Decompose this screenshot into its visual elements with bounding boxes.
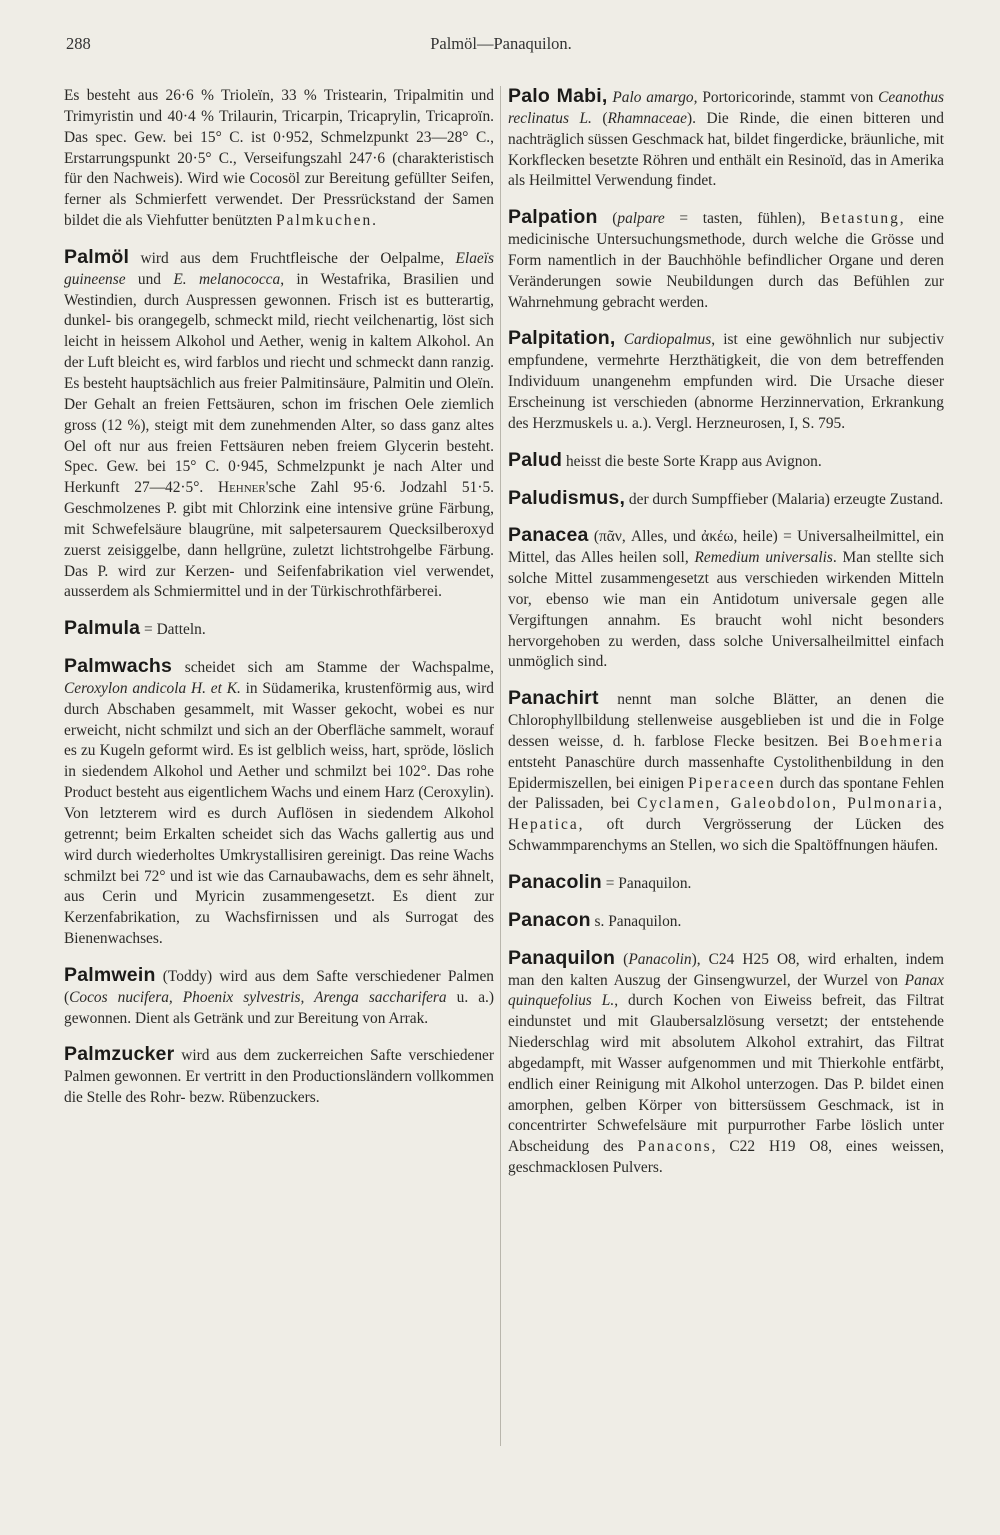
headword-paludismus: Paludismus, xyxy=(508,486,626,509)
entry-palpitation xyxy=(508,328,944,434)
entry-text: ), C24 H25 O8, wird erhalten, indem man den kalten Auszug der Ginsengwurzel, der Wurzel von xyxy=(508,950,944,989)
term-panacons: Panacons xyxy=(637,1138,712,1156)
latin-name: Panacolin xyxy=(628,950,692,968)
entry-text: oft durch Vergrösserung der Lücken des Schwammparenchyms an Stellen, wo sich die Spaltöffnungen häufen. xyxy=(508,816,944,855)
entry-text: 'sche Zahl 95·6. Jodzahl 51·5. Geschmolzenes P. gibt mit Chlorzink eine intensive grüne Färbung, mit Schwefelsäure blaugrüne, mit salpetersaurem Quecksilberoxyd zuerst zeisiggelbe, dann hellgrüne, zuletzt lichtstrohgelbe Färbung. Das P. wird zur Kerzen- und Seifenfabrikation viel verwendet, ausserdem als Schmiermittel und in der Türkischrothfärberei. xyxy=(64,479,494,601)
author-name: Hehner xyxy=(217,479,266,497)
entry-text: heisst die beste Sorte Krapp aus Avignon. xyxy=(562,452,822,470)
headword-palmula: Palmula xyxy=(64,617,141,640)
headword-palpation: Palpation xyxy=(508,206,598,229)
entry-text: (πᾶν, Alles, und ἀκέω, heile) = Universalheilmittel, ein Mittel, das Alles heilen soll, xyxy=(508,528,944,567)
right-column xyxy=(508,86,944,1179)
latin-name: Panax quinquefolius L. xyxy=(508,971,944,1010)
headword-palo-mabi: Palo Mabi, xyxy=(508,85,608,107)
entry-text: , in Westafrika, Brasilien und Westindien, durch Auspressen gewonnen. Frisch ist es butterartig, dunkel- bis orangegelb, schmeckt mild, riecht veilchenartig, löst sich leicht in heissem Alkohol und Aether, wenig in kaltem Alkohol. An der Luft bleicht es, wird farblos und riecht und schmeckt dann ranzig. Es besteht hauptsächlich aus freier Palmitinsäure, Palmitin und Oleïn. Der Gehalt an freien Fettsäuren, schon im frischen Oele ziemlich gross (12 %), steigt mit dem zunehmenden Alter, so dass ganz altes Oel oft nur aus freien Fettsäuren neben freiem Glycerin besteht. Spec. Gew. bei 15° C. 0·945, Schmelzpunkt je nach Alter und Herkunft 27—42·5°. xyxy=(64,270,494,497)
headword-panacolin: Panacolin xyxy=(508,871,602,893)
entry-text: = tasten, fühlen), xyxy=(664,210,821,228)
headword-palpitation: Palpitation, xyxy=(508,327,616,350)
term-genera: Cyclamen, Galeobdolon, Pulmonaria, Hepatica, xyxy=(508,795,945,834)
latin-name: Ceroxylon andicola H. et K. xyxy=(64,679,241,697)
entry-palmula xyxy=(64,618,494,641)
entry-panacolin xyxy=(508,872,944,895)
headword-palmwein: Palmwein xyxy=(64,963,156,986)
entry-palmwachs xyxy=(64,656,494,950)
entry-palmkernoel-continued xyxy=(64,86,494,232)
term-piperaceen: Piperaceen xyxy=(688,774,776,792)
entry-panacea xyxy=(508,525,944,673)
term-boehmeria: Boehmeria xyxy=(858,732,944,750)
column-rule xyxy=(500,86,501,1446)
entry-text: = Panaquilon. xyxy=(601,875,692,892)
headword-panacea: Panacea xyxy=(508,524,589,547)
entry-text: und xyxy=(125,270,174,288)
latin-name: Elaeïs guineense xyxy=(64,249,494,288)
headword-panacon: Panacon xyxy=(508,908,591,931)
headword-palmwachs: Palmwachs xyxy=(64,655,173,678)
latin-name: Cocos nucifera, Phoenix sylvestris, Arenga saccharifera xyxy=(69,988,447,1006)
latin-name: Rhamnaceae xyxy=(607,109,688,127)
entry-text: in Südamerika, krustenförmig aus, wird durch Abschaben gesammelt, mit Wasser gekocht, wobei es nur erweicht, nicht schmilzt und sich an der Oberfläche sammelt, worauf es zu Kugeln geformt wird. Es ist gelblich weiss, hart, spröde, löslich in siedendem Alkohol und Aether und schmilzt bei 102°. Das rohe Product besteht aus eigentlichem Wachs und einem Harz (Ceroxylin). Von letzterem wird es durch Auflösen in siedendem Alkohol getrennt; beim Erkalten scheidet sich das Wachs gallertig aus und wird durch wiederholtes Umkrystallisiren gereinigt. Das reine Wachs schmilzt bei 72° und ist wie das Carnaubawachs, dem es sehr ähnelt, aus Cerin und Myricin zusammengesetzt. Es dient zur Kerzenfabrikation, zu Wachsfirnissen und als Surrogat des Bienenwachses. xyxy=(64,679,494,948)
headword-panaquilon: Panaquilon xyxy=(508,946,616,969)
entry-text: , durch Kochen von Eiweiss befreit, das Filtrat eindunstet und mit Glaubersalzlösung versetzt; der entstehende Niederschlag wird mit absolutem Alkohol extrahirt, das Filtrat abgedampft, mit Wasser aufgenommen und mit Thierkohle entfärbt, endlich einer Reinigung mit Alkohol unterzogen. Das P. bildet einen amorphen, gelben Körper von bittersüssem Geschmack, ist in concentrirter Schwefelsäure mit purpurrother Farbe löslich unter Abscheidung des xyxy=(508,992,945,1156)
latin-name: palpare xyxy=(617,210,665,228)
entry-text: Es besteht aus 26·6 % Trioleïn, 33 % Tristearin, Tripalmitin und Trimyristin und 40·4 % Trilaurin, Tricarpin, Tricaprylin, Tricaproïn. Das spec. Gew. bei 15° C. ist 0·952, Schmelzpunkt 23—28° C., Erstarrungspunkt 20·5° C., Verseifungszahl 247·6 (charakteristisch für den Nachweis). Wird wie Cocosöl zur Bereitung gefüllter Seifen, ferner als Schmierfett verwendet. Der Pressrückstand der Samen bildet die als Viehfutter benützten xyxy=(64,87,494,230)
entry-panaquilon xyxy=(508,948,944,1179)
term-betastung: Betastung xyxy=(820,210,900,228)
latin-name: Cardiopalmus xyxy=(623,331,712,349)
entry-text: = Datteln. xyxy=(140,621,206,639)
headword-panachirt: Panachirt xyxy=(508,687,599,710)
entry-text: s. Panaquilon. xyxy=(590,912,682,930)
headword-palmzucker: Palmzucker xyxy=(64,1043,175,1066)
left-column xyxy=(64,86,494,1109)
entry-text: durch das spontane Fehlen der Palissaden, bei xyxy=(508,774,945,813)
entry-palo-mabi xyxy=(508,86,944,192)
entry-text: , ist eine gewöhnlich nur subjectiv empfundene, vermehrte Herzthätigkeit, die von dem betreffenden Individuum unangenehm empfunden wird. Die Ursache dieser Erscheinung ist verschieden (abnorme Herzinnervation, Erkrankung des Herzmuskels u. a.). Vergl. Herzneurosen, I, S. 795. xyxy=(508,331,944,432)
entry-panacon xyxy=(508,910,944,933)
headword-palud: Palud xyxy=(508,448,563,471)
entry-text: nennt man solche Blätter, an denen die Chlorophyllbildung stellenweise ausgeblieben ist und die in Folge dessen weisse, d. h. farblose Flecke besitzen. Bei xyxy=(508,691,944,750)
entry-palud xyxy=(508,450,944,473)
latin-name: Ceanothus reclinatus L. xyxy=(508,89,945,127)
entry-panachirt xyxy=(508,688,944,857)
latin-name: E. melanococca xyxy=(173,270,281,288)
entry-text: u. a.) gewonnen. Dient als Getränk und zur Bereitung von Arrak. xyxy=(64,988,494,1027)
entry-text: ( xyxy=(591,109,608,127)
running-head xyxy=(66,34,936,58)
headword-palmoel: Palmöl xyxy=(64,245,130,268)
entry-text: ). Die Rinde, die einen bitteren und nachträglich süssen Geschmack hat, bildet fingerdicke, bräunliche, mit Korkflecken besetzte Röhren und enthält ein Resinoïd, das in Amerika als Heilmittel Verwendung findet. xyxy=(508,109,944,190)
latin-name: Palo amargo, xyxy=(612,89,698,106)
latin-name: Remedium universalis xyxy=(694,549,833,567)
entry-palmwein xyxy=(64,965,494,1030)
running-title: Palmöl—Panaquilon. xyxy=(430,34,572,53)
entry-text: wird aus dem zuckerreichen Safte verschiedener Palmen gewonnen. Er vertritt in den Productionsländern vollkommen die Stelle des Rohr- bezw. Rübenzuckers. xyxy=(64,1047,494,1107)
entry-text: entsteht Panaschüre durch massenhafte Cystolithenbildung in den Epidermiszellen, bei einigen xyxy=(508,753,944,792)
entry-text: (Toddy) wird aus dem Safte verschiedener Palmen ( xyxy=(64,967,494,1006)
entry-text: , eine medicinische Untersuchungsmethode, durch welche die Grösse und Form namentlich in der Bauchhöhle befindlicher Organe und deren Veränderungen sowie Neubildungen durch das Befühlen zur Wahrnehmung gebracht werden. xyxy=(508,210,944,311)
entry-text: . Man stellte sich solche Mittel zusammengesetzt aus verschieden wirkenden Mitteln vor, ebenso wie man ein Antidotum universale gegen alle Vergiftungen annahm. Es braucht wohl nicht besonders hervorgehoben zu werden, dass solche Universalheilmittel einfach unmöglich sind. xyxy=(508,549,944,671)
entry-text: ( xyxy=(597,210,618,228)
entry-palpation xyxy=(508,207,944,313)
entry-palmzucker xyxy=(64,1044,494,1109)
entry-text: , C22 H19 O8, eines weissen, geschmacklosen Pulvers. xyxy=(508,1138,944,1177)
entry-text: der durch Sumpffieber (Malaria) erzeugte Zustand. xyxy=(625,490,944,508)
page-number: 288 xyxy=(66,34,91,53)
entry-text xyxy=(616,331,624,348)
entry-text: scheidet sich am Stamme der Wachspalme, xyxy=(172,659,494,677)
entry-text: Portoricorinde, stammt von xyxy=(697,89,879,106)
entry-paludismus xyxy=(508,488,944,511)
entry-text: ( xyxy=(615,950,629,968)
term-palmkuchen: Palmkuchen xyxy=(276,212,373,230)
entry-text: . xyxy=(372,212,377,230)
entry-text: wird aus dem Fruchtfleische der Oelpalme, xyxy=(129,249,456,267)
entry-palmoel xyxy=(64,247,494,603)
